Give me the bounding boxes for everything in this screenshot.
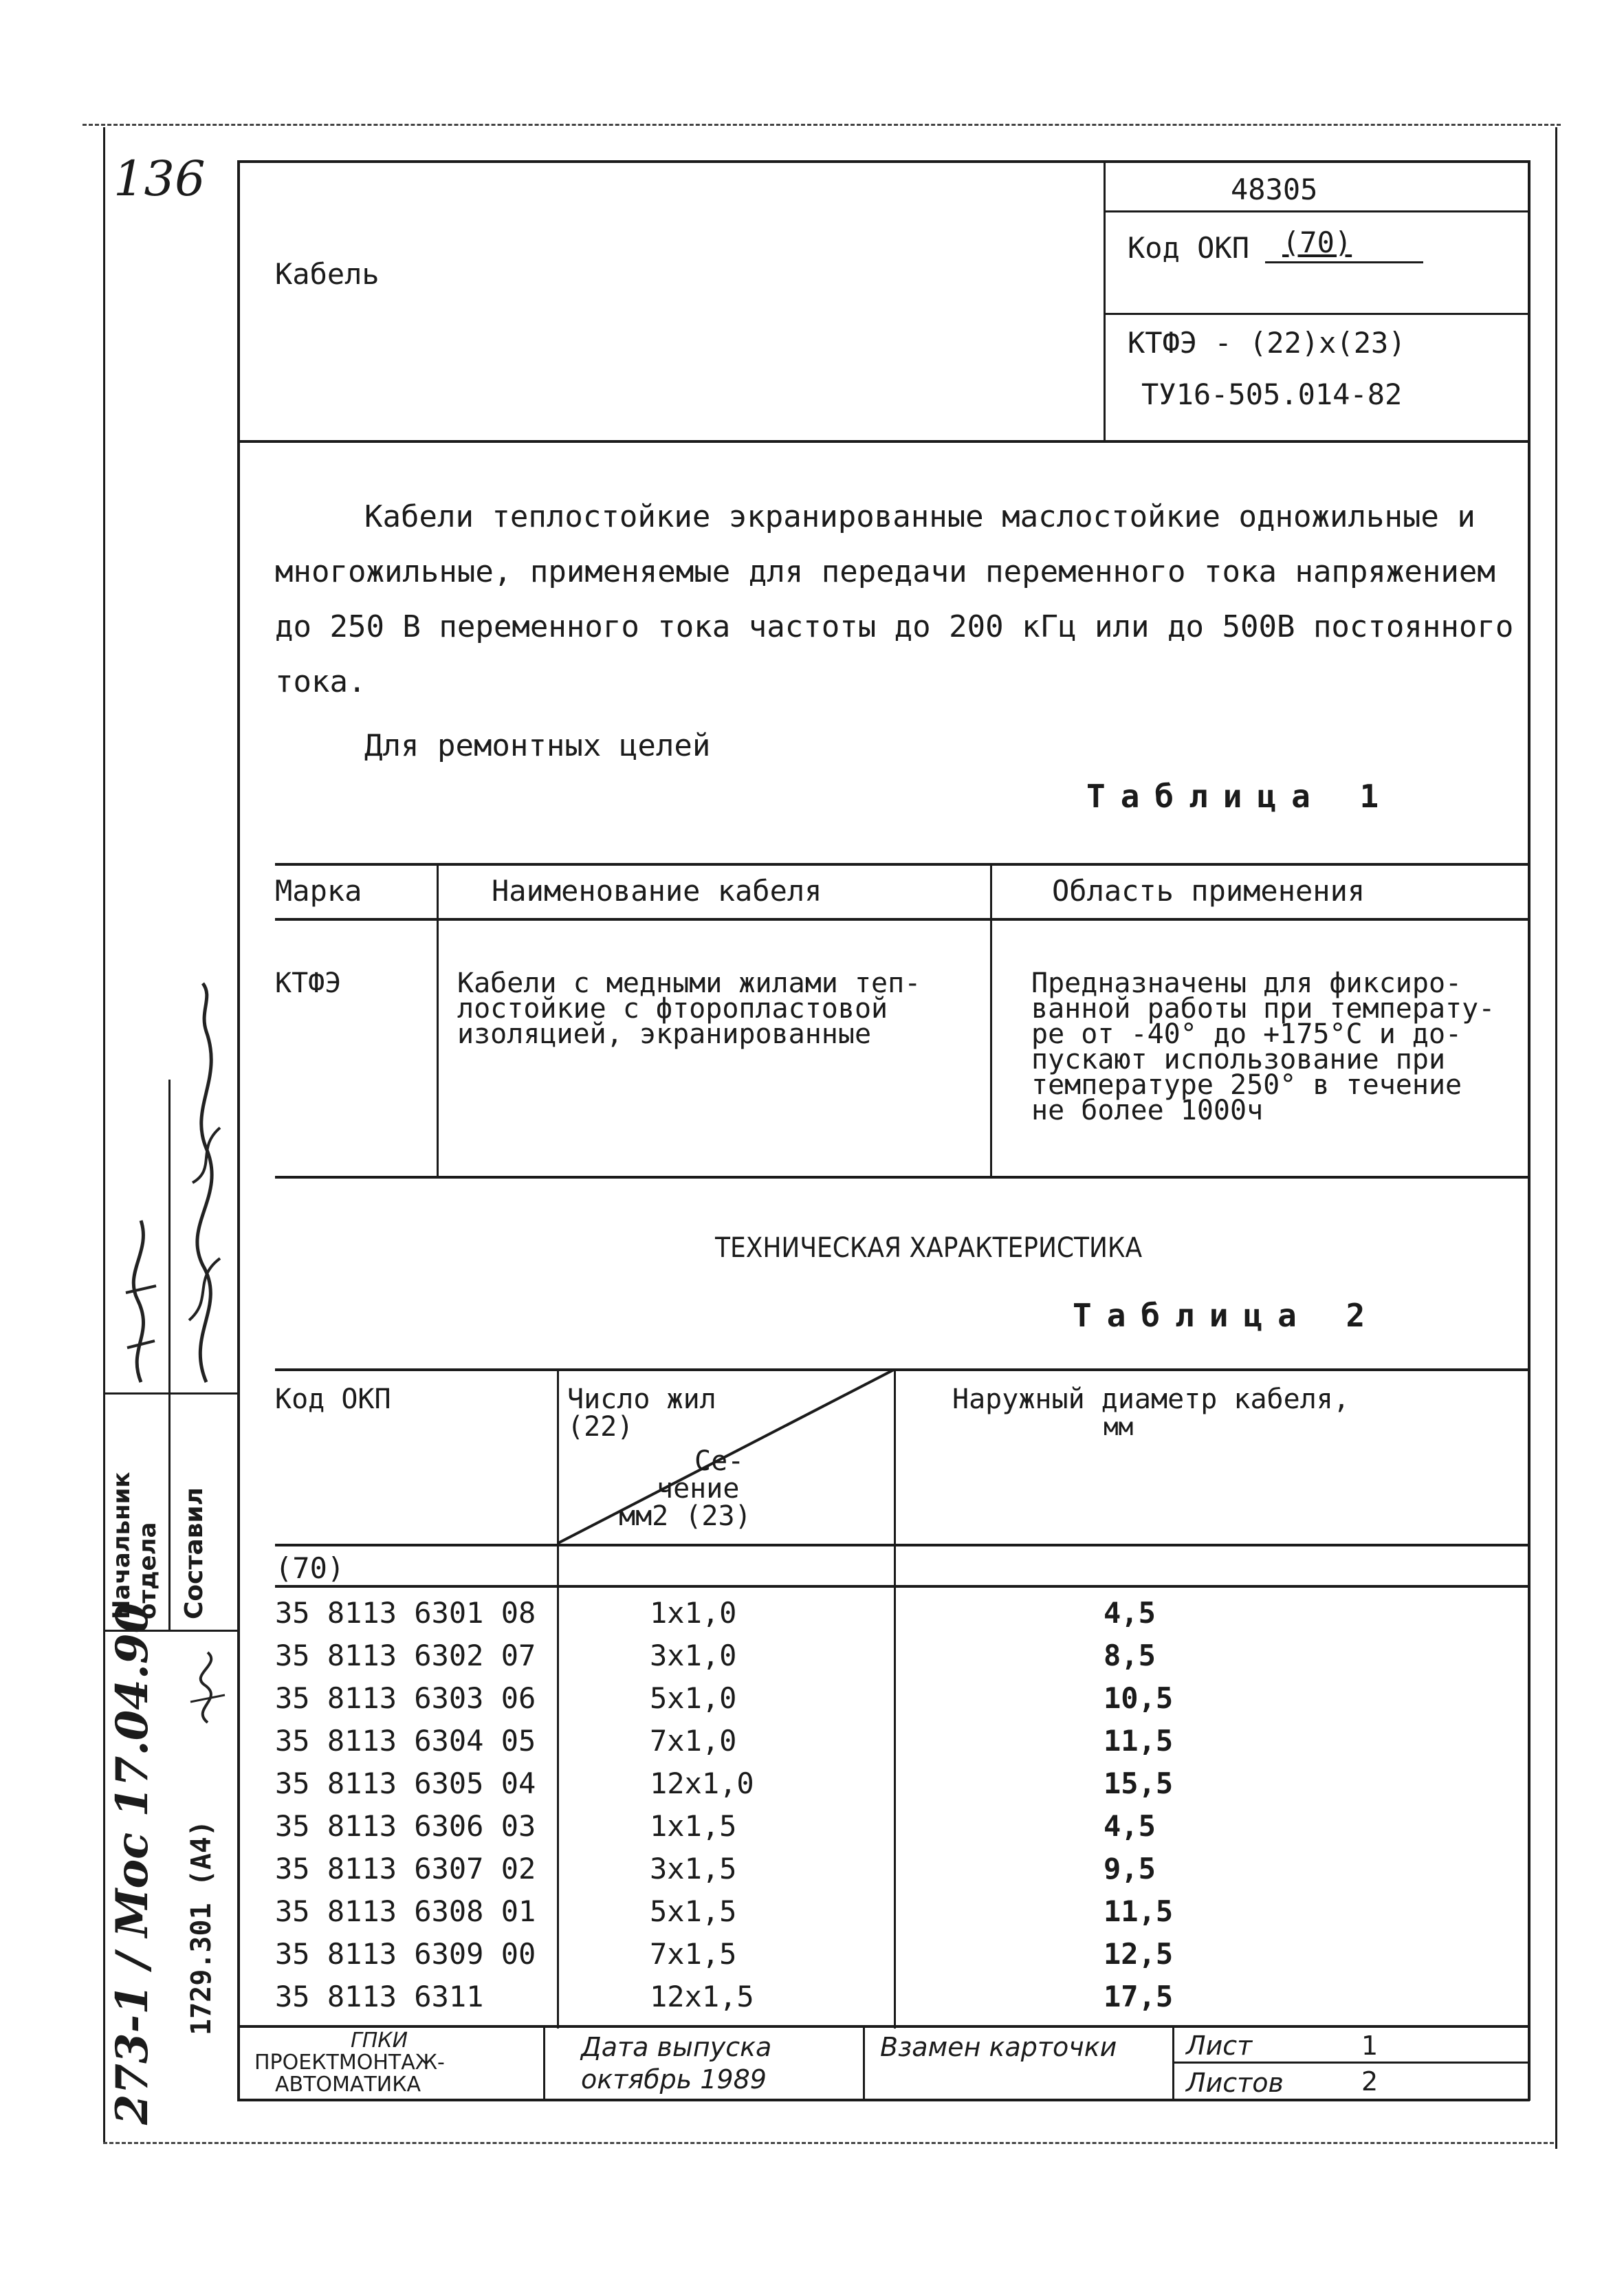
description-line-3: до 250 В переменного тока частоты до 200 кГц или до 500В постоянного [275,609,1514,644]
table2-header-section-2: чение [657,1473,740,1505]
description-line-1: Кабели теплостойкие экранированные маслостойкие одножильные и [364,499,1475,534]
description-line-5: Для ремонтных целей [364,728,711,763]
table1-name-line-1: Кабели с медными жилами теп- [457,967,921,999]
description-line-4: тока. [275,664,366,699]
footer-org-line-1: ГПКИ [351,2029,408,2053]
footer-sheets-value: 2 [1361,2066,1379,2097]
footer-sheets-label: Листов [1186,2068,1284,2098]
table2-row-code: 35 8113 6309 00 [275,1937,536,1971]
product-name: Кабель [275,257,380,291]
table2-header-diameter-unit: мм [1104,1413,1134,1441]
table2-header-code: Код ОКП [275,1384,391,1415]
table2-row-diameter: 11,5 [1104,1724,1174,1758]
table1-area-line-4: пускают использование при [1031,1044,1446,1075]
table2-row-size: 7х1,5 [650,1937,737,1971]
footer-divider-2 [863,2025,865,2101]
margin-initial-dept: Начальник отдела [108,1472,162,1619]
table2-row-code: 35 8113 6305 04 [275,1767,536,1800]
table2-row-diameter: 12,5 [1104,1937,1174,1971]
table2-row-size: 1х1,0 [650,1596,737,1630]
table2-row-code: 35 8113 6302 07 [275,1639,536,1672]
table2-row-code: 35 8113 6306 03 [275,1809,536,1843]
margin-stamp-divider [168,1080,171,1630]
table2-row-code: 35 8113 6303 06 [275,1681,536,1715]
page-number: 136 [113,151,206,207]
table2-header-line [275,1544,1530,1546]
margin-stamp-number: 1729.301 (А4) [186,1819,217,2035]
table2-row-diameter: 9,5 [1104,1852,1156,1885]
top-dashed-border [83,124,1561,126]
footer-sheet-separator [1172,2062,1530,2064]
table2-row-diameter: 8,5 [1104,1639,1156,1672]
table2-row-size: 12х1,0 [650,1767,754,1800]
document-code: 48305 [1231,173,1318,206]
table1-col-divider-1 [437,863,439,1178]
table2-row-diameter: 10,5 [1104,1681,1174,1715]
description-line-2: многожильные, применяемые для передачи переменного тока напряжением [275,554,1495,589]
footer-replaces-label: Взамен карточки [880,2032,1117,2062]
footer-org-line-3: АВТОМАТИКА [275,2073,421,2097]
table2-row-size: 3х1,5 [650,1852,737,1885]
footer-top-line [237,2025,1530,2028]
table2-row-size: 5х1,0 [650,1681,737,1715]
table1-area-line-5: температуре 250° в течение [1031,1069,1462,1101]
footer-divider-1 [543,2025,545,2101]
okp-separator [1104,313,1530,315]
header-divider [1104,160,1106,442]
table2-row-diameter: 4,5 [1104,1809,1156,1843]
footer-sheet-label: Лист [1186,2031,1253,2061]
table1-name-line-3: изоляцией, экранированные [457,1018,872,1050]
table2-group-code: (70) [275,1551,345,1585]
code-separator [1104,210,1530,212]
table1-row-mark: КТФЭ [275,967,342,999]
signature-initials [180,1647,235,1729]
signature-compiler [172,976,237,1389]
table1-area-line-3: ре от -40° до +175°С и до- [1031,1018,1462,1050]
okp-label: Код ОКП [1128,231,1250,265]
table1-bottom-line [275,1176,1530,1179]
footer-org-line-2: ПРОЕКТМОНТАЖ- [254,2051,445,2075]
table2-row-diameter: 11,5 [1104,1894,1174,1928]
footer-date-value: октябрь 1989 [581,2064,767,2095]
table1-top-line [275,863,1530,866]
table2-header-cores-code: (22) [567,1411,634,1443]
main-frame-top [237,160,1530,163]
table1-header-mark: Марка [275,874,362,908]
table2-row-size: 12х1,5 [650,1980,754,2013]
footer-sheet-value: 1 [1361,2031,1379,2061]
table2-row-code: 35 8113 6301 08 [275,1596,536,1630]
cable-mark: КТФЭ - (22)х(23) [1128,326,1406,360]
table2-header-section: Се- [694,1445,745,1477]
table1-area-line-6: не более 1000ч [1031,1095,1264,1126]
table1-name-line-2: лостойкие с фторопластовой [457,993,888,1025]
table1-header-area: Область применения [1052,874,1365,908]
table2-row-diameter: 15,5 [1104,1767,1174,1800]
margin-stamp-line [105,1392,239,1395]
table2-row-code: 35 8113 6308 01 [275,1894,536,1928]
header-bottom-line [237,440,1530,443]
tu-code: ТУ16-505.014-82 [1141,378,1403,411]
tech-heading: ТЕХНИЧЕСКАЯ ХАРАКТЕРИСТИКА [715,1232,1143,1264]
table1-col-divider-2 [990,863,992,1178]
okp-value: (70) [1282,226,1352,259]
table2-top-line [275,1368,1530,1371]
table1-header-name: Наименование кабеля [492,874,822,908]
footer-date-label: Дата выпуска [581,2032,772,2062]
table2-row-diameter: 17,5 [1104,1980,1174,2013]
okp-underline [1265,261,1423,263]
table2-row-size: 7х1,0 [650,1724,737,1758]
main-frame-right [1528,160,1530,2101]
table1-title: Таблица 1 [1086,778,1394,815]
right-page-border [1555,127,1557,2149]
margin-compiled: Составил [180,1487,208,1619]
table2-title: Таблица 2 [1073,1297,1381,1334]
table2-row-size: 5х1,5 [650,1894,737,1928]
margin-stamp-handwritten: 273-1 / Мос 17.04.90 [107,1602,158,2125]
table2-row-code: 35 8113 6311 [275,1980,484,2013]
table2-group-line [275,1585,1530,1588]
left-page-border [103,127,105,2142]
bottom-dashed-border [103,2142,1554,2144]
footer-bottom-line [237,2099,1530,2101]
table2-row-code: 35 8113 6307 02 [275,1852,536,1885]
table1-area-line-2: ванной работы при температу- [1031,993,1495,1025]
table2-row-code: 35 8113 6304 05 [275,1724,536,1758]
table2-header-diameter: Наружный диаметр кабеля, [952,1384,1350,1415]
signature-head-of-dept [113,1210,168,1389]
table2-row-size: 1х1,5 [650,1809,737,1843]
table2-header-section-3: мм2 (23) [619,1500,751,1532]
table1-header-line [275,918,1530,921]
main-frame-left [237,160,240,2101]
table2-row-diameter: 4,5 [1104,1596,1156,1630]
table2-row-size: 3х1,0 [650,1639,737,1672]
table1-area-line-1: Предназначены для фиксиро- [1031,967,1462,999]
table2-header-cores: Число жил [567,1384,716,1415]
